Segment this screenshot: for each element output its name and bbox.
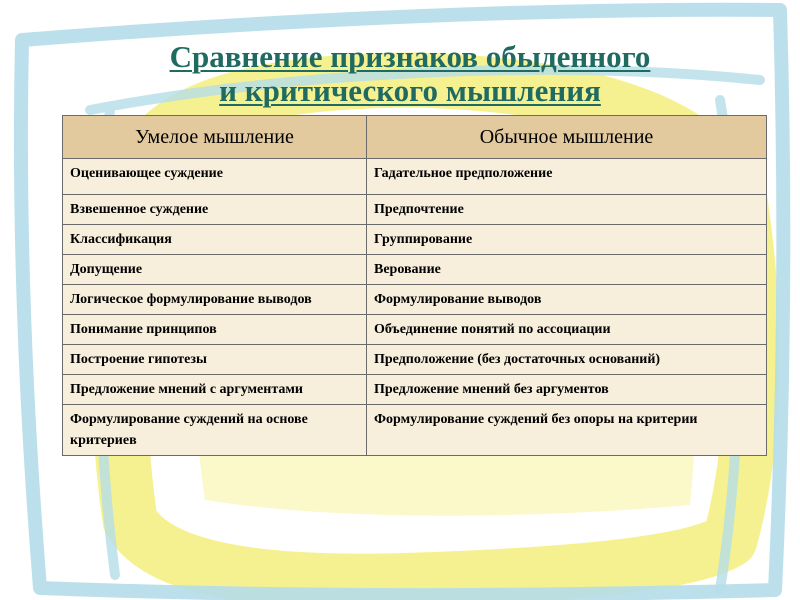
cell-ordinary: Предположение (без достаточных оснований) [367,345,767,375]
table-row [63,285,767,315]
cell-ordinary: Объединение понятий по ассоциации [367,315,767,345]
cell-skilled: Допущение [63,255,367,285]
cell-ordinary: Формулирование суждений без опоры на критерии [367,405,767,456]
title-line-2: и критического мышления [219,73,601,108]
cell-skilled: Построение гипотезы [63,345,367,375]
table-row [63,195,767,225]
table-row [63,405,767,456]
header-skilled-thinking: Умелое мышление [63,116,367,159]
page-title [100,40,720,108]
header-ordinary-thinking: Обычное мышление [367,116,767,159]
table-row [63,159,767,195]
cell-ordinary: Гадательное предположение [367,159,767,195]
table-header-row [63,116,767,159]
cell-ordinary: Формулирование выводов [367,285,767,315]
cell-skilled: Взвешенное суждение [63,195,367,225]
table-row [63,255,767,285]
table-row [63,315,767,345]
cell-skilled: Формулирование суждений на основе критериев [63,405,367,456]
cell-ordinary: Группирование [367,225,767,255]
cell-ordinary: Верование [367,255,767,285]
table-row [63,225,767,255]
cell-skilled: Понимание принципов [63,315,367,345]
title-line-1: Сравнение признаков обыденного [169,39,651,74]
table-row [63,345,767,375]
comparison-table [62,115,767,456]
cell-skilled: Оценивающее суждение [63,159,367,195]
cell-skilled: Классификация [63,225,367,255]
cell-ordinary: Предложение мнений без аргументов [367,375,767,405]
cell-ordinary: Предпочтение [367,195,767,225]
cell-skilled: Логическое формулирование выводов [63,285,367,315]
cell-skilled: Предложение мнений с аргументами [63,375,367,405]
table-row [63,375,767,405]
